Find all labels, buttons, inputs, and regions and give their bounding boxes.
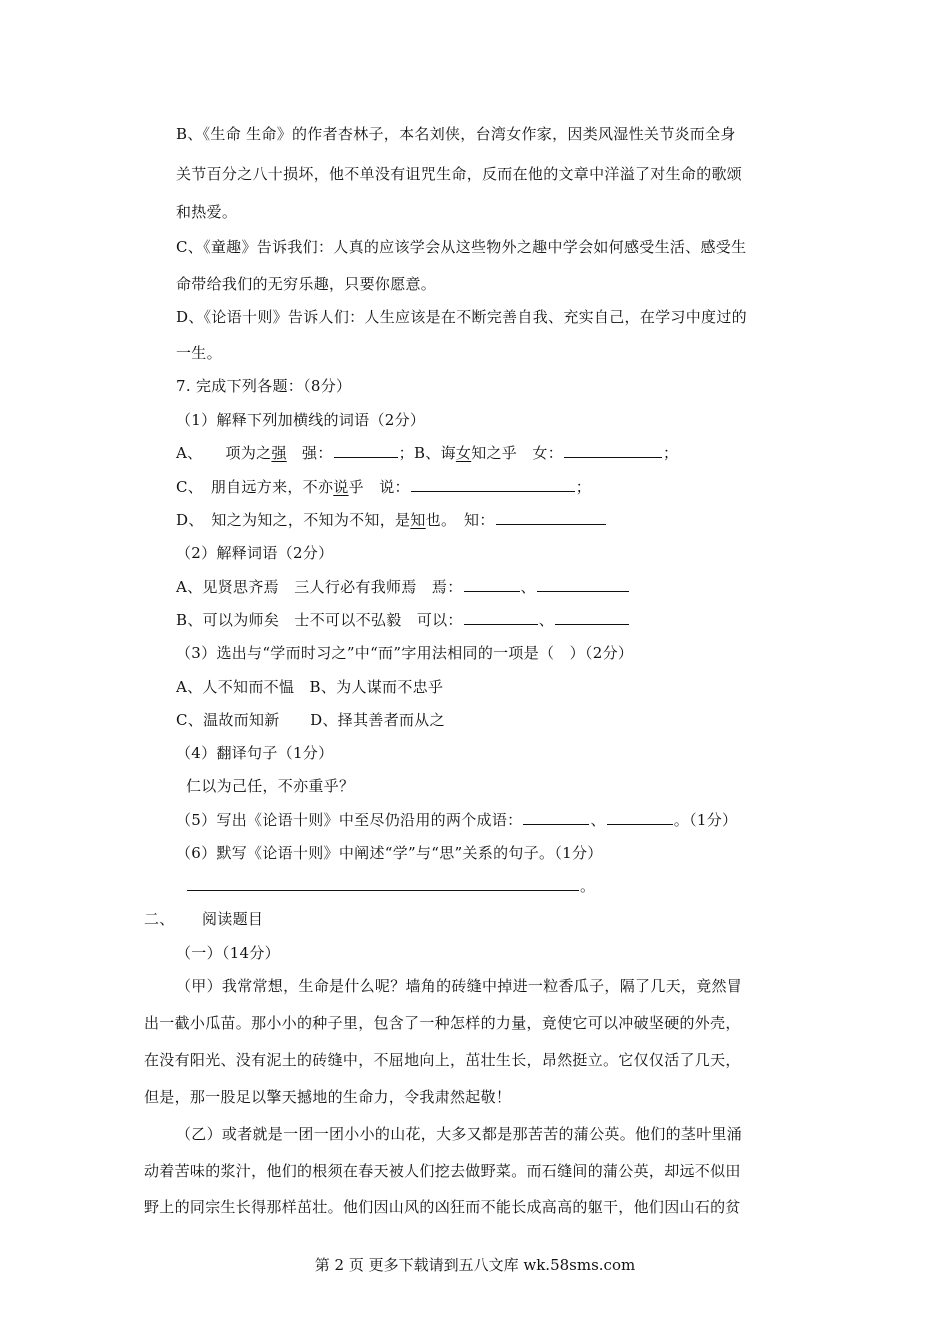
q7-2a-text: A、见贤思齐焉 三人行必有我师焉 焉： [176, 578, 463, 596]
q7-2b-answer-blank-2[interactable] [555, 610, 629, 625]
q7-part5-line [176, 810, 737, 830]
q7-1d-prefix: D、 知之为知之，不知为不知，是 [176, 511, 411, 529]
option-b-line-3: 和热爱。 [176, 203, 238, 221]
passage-yi-line-2: 动着苦味的浆汁，他们的根须在春天被人们挖去做野菜。而石缝间的蒲公英，却远不似田 [144, 1162, 741, 1180]
q7-5-separator: 、 [590, 811, 606, 829]
q7-1c-prefix: C、 朋自远方来，不亦 [176, 478, 334, 496]
q7-1c-label: 乎 说： [348, 478, 410, 496]
passage-jia-line-2: 出一截小瓜苗。那小小的种子里，包含了一种怎样的力量，竟使它可以冲破坚硬的外壳， [144, 1014, 741, 1032]
q7-2b-text: B、可以为师矣 士不可以不弘毅 可以： [176, 611, 463, 629]
q7-1c-underlined-word: 说 [333, 478, 349, 496]
option-b-line-1: B、《生命 生命》的作者杏林子，本名刘侠，台湾女作家，因类风湿性关节炎而全身 [176, 125, 736, 143]
option-d-line-2: 一生。 [176, 344, 222, 362]
q7-5-answer-blank-2[interactable] [607, 810, 673, 825]
q7-part4-sentence: 仁以为己任，不亦重乎？ [186, 777, 355, 795]
section-heading-text: 阅读题目 [202, 910, 264, 928]
reading-subsection-title: （一）（14分） [176, 944, 280, 962]
page-footer: 第 2 页 更多下载请到五八文库 wk.58sms.com [314, 1256, 636, 1274]
q7-1b-label: 知之乎 女： [471, 444, 564, 462]
q7-1a-answer-blank[interactable] [334, 443, 398, 458]
passage-jia-line-3: 在没有阳光、没有泥土的砖缝中，不屈地向上，茁壮生长，昂然挺立。它仅仅活了几天， [144, 1051, 741, 1069]
q7-1b-prefix: ；B、诲 [398, 444, 456, 462]
q7-1d-underlined-word: 知 [410, 511, 426, 529]
option-c-line-1: C、《童趣》告诉我们：人真的应该学会从这些物外之趣中学会如何感受生活、感受生 [176, 238, 747, 256]
option-c-line-2: 命带给我们的无穷乐趣，只要你愿意。 [176, 275, 437, 293]
q7-part3-title: （3）选出与“学而时习之”中“而”字用法相同的一项是（ ）（2分） [176, 644, 634, 662]
q7-1a-label: 强： [286, 444, 333, 462]
q7-part6-title: （6）默写《论语十则》中阐述“学”与“思”关系的句子。（1分） [176, 844, 603, 862]
q7-part3-options-ab: A、人不知而不愠 B、为人谋而不忠乎 [176, 678, 444, 696]
q7-1c-end: ； [575, 478, 592, 496]
q7-1c-answer-blank[interactable] [411, 477, 575, 492]
q7-2a-answer-blank-2[interactable] [537, 577, 629, 592]
q7-1b-answer-blank[interactable] [564, 443, 662, 458]
q7-part1-line-c [176, 477, 591, 497]
question-7-title: 7. 完成下列各题：（8分） [176, 377, 352, 395]
q7-5-points: 。（1分） [673, 811, 738, 829]
q7-6-answer-blank[interactable] [187, 876, 579, 891]
option-d-line-1: D、《论语十则》告诉人们：人生应该是在不断完善自我、充实自己，在学习中度过的 [176, 308, 747, 326]
q7-part4-title: （4）翻译句子（1分） [176, 744, 334, 762]
q7-1b-underlined-word: 女 [455, 444, 472, 462]
q7-1b-end: ； [663, 444, 679, 462]
q7-1d-answer-blank[interactable] [496, 510, 606, 525]
passage-jia-line-1: （甲）我常常想，生命是什么呢？墙角的砖缝中掉进一粒香瓜子，隔了几天，竟然冒 [176, 977, 743, 995]
q7-part6-answer-line [186, 876, 595, 896]
q7-2b-separator: 、 [538, 611, 555, 629]
q7-part1-title: （1）解释下列加横线的词语（2分） [176, 411, 426, 429]
option-b-line-2: 关节百分之八十损坏，他不单没有诅咒生命，反而在他的文章中洋溢了对生命的歌颂 [176, 165, 743, 183]
q7-6-end: 。 [580, 877, 596, 895]
q7-1a-prefix: A、 项为之 [176, 444, 272, 462]
q7-1a-underlined-word: 强 [271, 444, 287, 462]
section-heading-number: 二、 [144, 910, 175, 928]
q7-part2-line-b [176, 610, 630, 630]
q7-1d-label: 也。 知： [425, 511, 495, 529]
q7-2a-answer-blank-1[interactable] [464, 577, 520, 592]
q7-part3-options-cd: C、温故而知新 D、择其善者而从之 [176, 711, 445, 729]
q7-5-answer-blank-1[interactable] [523, 810, 589, 825]
q7-part2-title: （2）解释词语（2分） [176, 544, 334, 562]
q7-part1-line-ab [176, 443, 678, 463]
q7-part2-line-a [176, 577, 630, 597]
passage-yi-line-1: （乙）或者就是一团一团小小的山花，大多又都是那苦苦的蒲公英。他们的茎叶里涌 [176, 1125, 743, 1143]
q7-2a-separator: 、 [520, 578, 536, 596]
passage-yi-line-3: 野上的同宗生长得那样茁壮。他们因山风的凶狂而不能长成高高的躯干，他们因山石的贫 [144, 1198, 741, 1216]
passage-jia-line-4: 但是，那一股足以擎天撼地的生命力，令我肃然起敬！ [144, 1088, 512, 1106]
q7-2b-answer-blank-1[interactable] [464, 610, 538, 625]
q7-part1-line-d [176, 510, 607, 530]
q7-5-text: （5）写出《论语十则》中至尽仍沿用的两个成语： [176, 811, 523, 829]
